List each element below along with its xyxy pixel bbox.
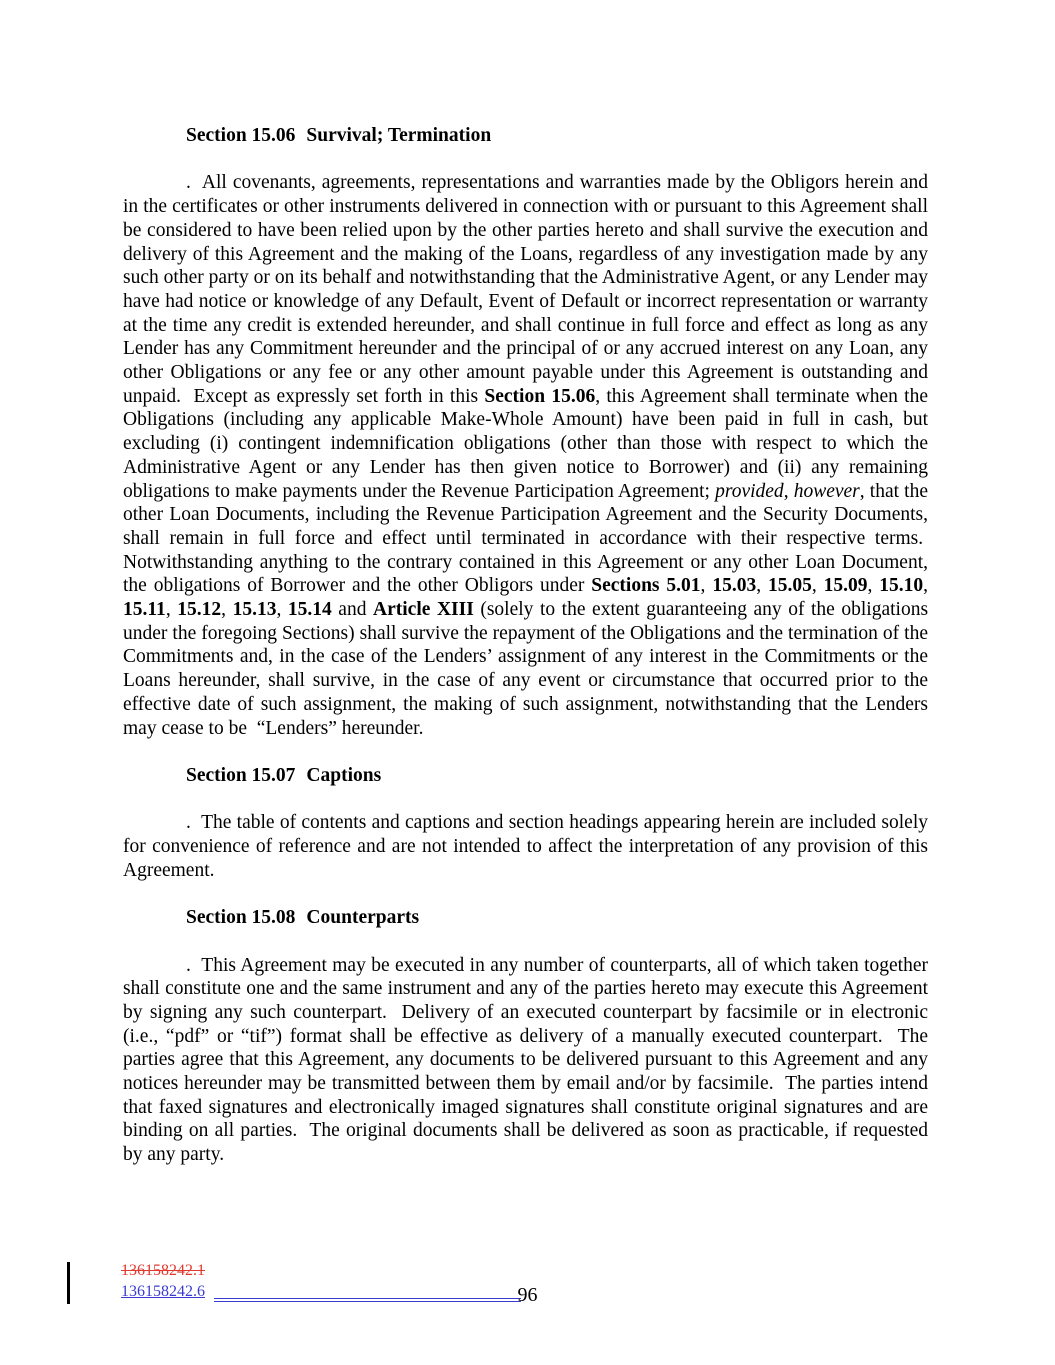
section-number: Section 15.07 (186, 764, 296, 786)
doc-id-current: 136158242.6 (121, 1283, 205, 1300)
section-heading-15-08 (123, 906, 928, 930)
document-body (123, 124, 928, 1191)
section-number: Section 15.08 (186, 907, 296, 929)
section-title: Survival; Termination (306, 125, 492, 146)
section-number: Section 15.06 (186, 125, 296, 146)
section-15-06-paragraph: . All covenants, agreements, representations and warranties made by the Obligors herein and in the certificates or other instruments delivered in connection with or pursuant to this Agreement shall be considered to have been relied upon by the other parties hereto and shall survive the execution and delivery of this Agreement and the making of the Loans, regardless of any investigation made by any such other party or on its behalf and notwithstanding that the Administrative Agent, or any Lender may have had notice or knowledge of any Default, Event of Default or incorrect representation or warranty at the time any credit is extended hereunder, and shall continue in full force and effect as long as any Lender has any Commitment hereunder and the principal of or any accrued interest on any Loan, any other Obligations or any fee or any other amount payable under this Agreement is outstanding and unpaid. Except as expressly set forth in this Section 15.06, this Agreement shall terminate when the Obligations (including any applicable Make-Whole Amount) have been paid in full in cash, but excluding (i) contingent indemnification obligations (other than those with respect to which the Administrative Agent or any Lender has then given notice to Borrower) and (ii) any remaining obligations to make payments under the Revenue Participation Agreement; provided, however, that the other Loan Documents, including the Revenue Participation Agreement and the Security Documents, shall remain in full force and effect until terminated in accordance with their respective terms. Notwithstanding anything to the contrary contained in this Agreement or any other Loan Document, the obligations of Borrower and the other Obligors under Sections 5.01, 15.03, 15.05, 15.09, 15.10, 15.11, 15.12, 15.13, 15.14 and Article XIII (solely to the extent guaranteeing any of the obligations under the foregoing Sections) shall survive the repayment of the Obligations and the termination of the Commitments and, in the case of the Lenders’ assignment of any interest in the Commitments or the Loans hereunder, shall survive, in the case of any event or circumstance that occurred prior to the effective date of such assignment, the making of such assignment, notwithstanding that the Lenders may cease to be “Lenders” hereunder. (123, 172, 929, 739)
doc-id-deleted: 136158242.1 (121, 1262, 205, 1279)
section-title: Captions (306, 764, 382, 786)
section-heading-15-07 (123, 764, 928, 788)
section-15-08-paragraph: . This Agreement may be executed in any number of counterparts, all of which taken together shall constitute one and the same instrument and any of the parties hereto may execute this Agreement by signing any such counterpart. Delivery of an executed counterpart by facsimile or in electronic (i.e., “pdf” or “tif”) format shall be effective as delivery of a manually executed counterpart. The parties agree that this Agreement, any documents to be delivered pursuant to this Agreement and any notices hereunder may be transmitted between them by email and/or by facsimile. The parties intend that faxed signatures and electronically imaged signatures shall constitute original signatures and are binding on all parties. The original documents shall be delivered as soon as practicable, if requested by any party. (123, 954, 928, 1166)
section-heading-15-06 (123, 124, 928, 148)
page-number: 96 (517, 1284, 538, 1306)
section-title: Counterparts (306, 907, 420, 929)
section-15-07-paragraph: . The table of contents and captions and section headings appearing herein are included solely for convenience of reference and are not intended to affect the interpretation of any provision of this Agreement. (123, 812, 928, 881)
